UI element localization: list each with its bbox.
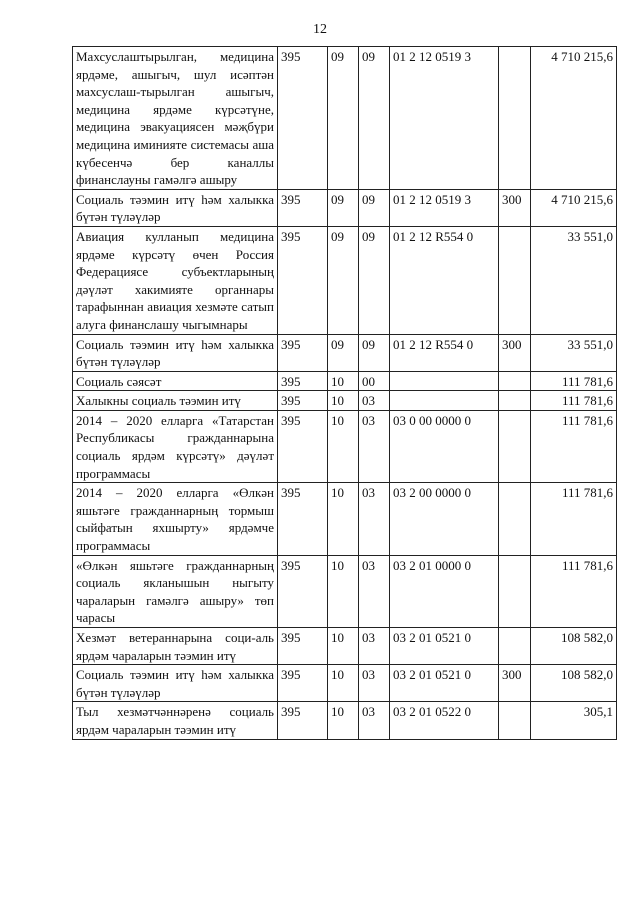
- amount-cell: 111 781,6: [531, 371, 617, 391]
- row-name-cell: Социаль тәэмин итү һәм халыкка бүтән түләүләр: [73, 334, 278, 371]
- table-row: [73, 555, 617, 627]
- target-article-cell: 03 2 00 0000 0: [390, 483, 499, 555]
- section-code-cell: 09: [328, 189, 359, 226]
- row-name-cell: Социаль тәэмин итү һәм халыкка бүтән түләүләр: [73, 189, 278, 226]
- subsection-code-cell: 09: [359, 334, 390, 371]
- ministry-code-cell: 395: [278, 410, 328, 482]
- subsection-code-cell: 03: [359, 555, 390, 627]
- amount-cell: 33 551,0: [531, 334, 617, 371]
- row-name-cell: Социаль сәясәт: [73, 371, 278, 391]
- table-body: [73, 47, 617, 740]
- ministry-code-cell: 395: [278, 391, 328, 411]
- section-code-cell: 10: [328, 665, 359, 702]
- budget-table: [72, 46, 617, 740]
- table-row: [73, 628, 617, 665]
- ministry-code-cell: 395: [278, 702, 328, 739]
- expense-type-cell: [499, 226, 531, 334]
- row-name-cell: Хезмәт ветераннарына соци-аль ярдәм чараларын тәэмин итү: [73, 628, 278, 665]
- table-row: [73, 410, 617, 482]
- target-article-cell: 03 2 01 0521 0: [390, 628, 499, 665]
- target-article-cell: 03 2 01 0000 0: [390, 555, 499, 627]
- row-name-cell: Халыкны социаль тәэмин итү: [73, 391, 278, 411]
- target-article-cell: 01 2 12 0519 3: [390, 189, 499, 226]
- row-name-cell: Авиация кулланып медицина ярдәме күрсәтү өчен Россия Федерациясе субъектларының дәүләт хакимияте органнары тарафыннан авиация хезмәте сатып алуга финанслашу чыгымнары: [73, 226, 278, 334]
- amount-cell: 108 582,0: [531, 665, 617, 702]
- target-article-cell: [390, 371, 499, 391]
- section-code-cell: 09: [328, 334, 359, 371]
- target-article-cell: 01 2 12 0519 3: [390, 47, 499, 190]
- subsection-code-cell: 03: [359, 702, 390, 739]
- amount-cell: 33 551,0: [531, 226, 617, 334]
- expense-type-cell: 300: [499, 665, 531, 702]
- ministry-code-cell: 395: [278, 555, 328, 627]
- expense-type-cell: [499, 47, 531, 190]
- subsection-code-cell: 03: [359, 665, 390, 702]
- amount-cell: 4 710 215,6: [531, 189, 617, 226]
- target-article-cell: 01 2 12 R554 0: [390, 226, 499, 334]
- expense-type-cell: [499, 483, 531, 555]
- subsection-code-cell: 09: [359, 226, 390, 334]
- table-row: [73, 665, 617, 702]
- ministry-code-cell: 395: [278, 665, 328, 702]
- ministry-code-cell: 395: [278, 628, 328, 665]
- ministry-code-cell: 395: [278, 47, 328, 190]
- section-code-cell: 10: [328, 371, 359, 391]
- amount-cell: 108 582,0: [531, 628, 617, 665]
- section-code-cell: 10: [328, 702, 359, 739]
- row-name-cell: Махсуслаштырылган, медицина ярдәме, ашыгыч, шул исәптән махсуслаш-тырылган ашыгыч, медицина ярдәме күрсәтүне, медицина эвакуациясен мәҗбүри медицина иминияте системасы аша күбесенчә бер каналлы финанслауны гамәлгә ашыру: [73, 47, 278, 190]
- expense-type-cell: [499, 628, 531, 665]
- expense-type-cell: [499, 371, 531, 391]
- ministry-code-cell: 395: [278, 226, 328, 334]
- table-row: [73, 47, 617, 190]
- table-row: [73, 189, 617, 226]
- subsection-code-cell: 03: [359, 410, 390, 482]
- row-name-cell: Социаль тәэмин итү һәм халыкка бүтән түләүләр: [73, 665, 278, 702]
- page-number: 12: [313, 22, 327, 37]
- subsection-code-cell: 09: [359, 189, 390, 226]
- subsection-code-cell: 03: [359, 483, 390, 555]
- section-code-cell: 10: [328, 555, 359, 627]
- section-code-cell: 10: [328, 483, 359, 555]
- table-row: [73, 391, 617, 411]
- ministry-code-cell: 395: [278, 189, 328, 226]
- section-code-cell: 10: [328, 410, 359, 482]
- expense-type-cell: 300: [499, 334, 531, 371]
- amount-cell: 305,1: [531, 702, 617, 739]
- table-row: [73, 371, 617, 391]
- expense-type-cell: [499, 391, 531, 411]
- amount-cell: 111 781,6: [531, 555, 617, 627]
- section-code-cell: 09: [328, 47, 359, 190]
- target-article-cell: 03 2 01 0521 0: [390, 665, 499, 702]
- ministry-code-cell: 395: [278, 334, 328, 371]
- section-code-cell: 09: [328, 226, 359, 334]
- ministry-code-cell: 395: [278, 371, 328, 391]
- expense-type-cell: [499, 702, 531, 739]
- section-code-cell: 10: [328, 628, 359, 665]
- table-row: [73, 334, 617, 371]
- row-name-cell: «Өлкән яшьтәге гражданнарның социаль якланышын ныгыту чараларын гамәлгә ашыру» төп чарасы: [73, 555, 278, 627]
- subsection-code-cell: 03: [359, 628, 390, 665]
- target-article-cell: 03 2 01 0522 0: [390, 702, 499, 739]
- subsection-code-cell: 00: [359, 371, 390, 391]
- row-name-cell: 2014 – 2020 елларга «Өлкән яшьтәге гражданнарның тормыш сыйфатын яхшырту» ярдәмче программасы: [73, 483, 278, 555]
- target-article-cell: [390, 391, 499, 411]
- section-code-cell: 10: [328, 391, 359, 411]
- table-row: [73, 226, 617, 334]
- subsection-code-cell: 09: [359, 47, 390, 190]
- expense-type-cell: [499, 410, 531, 482]
- ministry-code-cell: 395: [278, 483, 328, 555]
- amount-cell: 4 710 215,6: [531, 47, 617, 190]
- amount-cell: 111 781,6: [531, 483, 617, 555]
- amount-cell: 111 781,6: [531, 391, 617, 411]
- expense-type-cell: [499, 555, 531, 627]
- subsection-code-cell: 03: [359, 391, 390, 411]
- target-article-cell: 03 0 00 0000 0: [390, 410, 499, 482]
- target-article-cell: 01 2 12 R554 0: [390, 334, 499, 371]
- table-row: [73, 483, 617, 555]
- amount-cell: 111 781,6: [531, 410, 617, 482]
- expense-type-cell: 300: [499, 189, 531, 226]
- table-row: [73, 702, 617, 739]
- row-name-cell: Тыл хезмәтчәннәренә социаль ярдәм чараларын тәэмин итү: [73, 702, 278, 739]
- row-name-cell: 2014 – 2020 елларга «Татарстан Республикасы гражданнарына социаль ярдәм күрсәтү» дәүләт программасы: [73, 410, 278, 482]
